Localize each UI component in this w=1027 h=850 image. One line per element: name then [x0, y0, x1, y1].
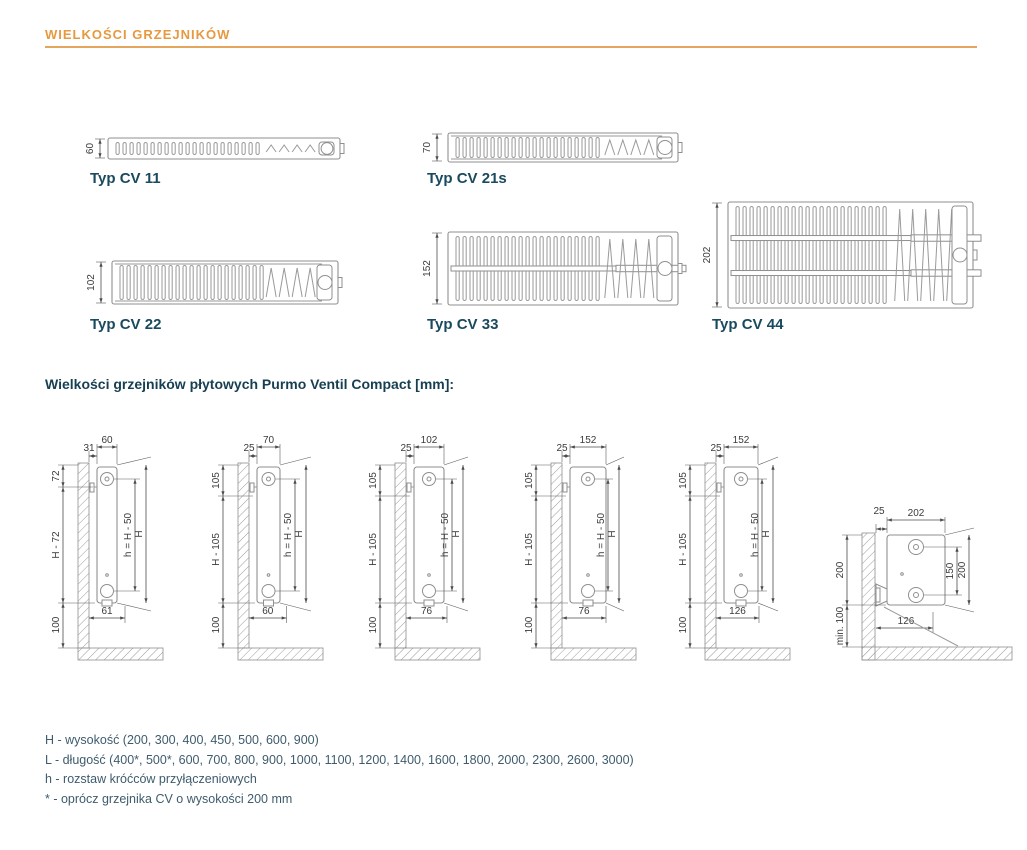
- low-radiator-diagram: [835, 506, 1012, 660]
- type-label-cv22: Typ CV 22: [90, 316, 162, 333]
- dim-label: h = H - 50: [750, 512, 761, 558]
- section-heading: Wielkości grzejników płytowych Purmo Ventil Compact [mm]:: [45, 376, 455, 392]
- dim-label: H - 105: [678, 533, 689, 566]
- dim-label: 102: [86, 274, 97, 291]
- dim-label: H: [761, 530, 772, 538]
- topview-drawing: [85, 138, 344, 159]
- dim-label: 60: [262, 606, 274, 617]
- dim-label: H - 105: [368, 533, 379, 566]
- dim-label: 200: [957, 561, 968, 579]
- dim-label: 105: [524, 472, 535, 489]
- type-label-cv33: Typ CV 33: [427, 316, 499, 333]
- dim-label: 150: [945, 562, 956, 580]
- dim-label: 202: [907, 508, 925, 519]
- dim-label: 126: [897, 616, 915, 627]
- legend-line-length: L - długość (400*, 500*, 600, 700, 800, 900, 1000, 1100, 1200, 1400, 1600, 1800, 2000, 2300, 2600, 3000): [45, 752, 634, 767]
- dim-label: 202: [702, 246, 713, 264]
- dim-label: 100: [211, 616, 222, 634]
- legend-block: [45, 731, 634, 809]
- dim-label: 25: [710, 443, 722, 454]
- dim-label: 100: [524, 616, 535, 634]
- dim-label: 152: [579, 435, 597, 446]
- dim-label: H: [607, 530, 618, 538]
- side-diagram: [211, 435, 323, 660]
- type-label-cv11: Typ CV 11: [90, 170, 161, 187]
- dim-label: min. 100: [835, 606, 846, 646]
- type-label-cv44: Typ CV 44: [712, 316, 784, 333]
- dim-label: 105: [368, 472, 379, 489]
- legend-line-height: H - wysokość (200, 300, 400, 450, 500, 600, 900): [45, 733, 319, 747]
- dim-label: 100: [678, 616, 689, 634]
- dim-label: 25: [243, 443, 255, 454]
- dim-label: h = H - 50: [123, 512, 134, 558]
- dim-label: 25: [556, 443, 568, 454]
- dim-label: 70: [262, 435, 275, 446]
- side-diagram: [524, 435, 636, 660]
- dim-label: 126: [729, 606, 746, 617]
- topview-drawing: [702, 202, 981, 308]
- dim-label: 152: [422, 260, 433, 277]
- dim-label: 31: [83, 443, 95, 454]
- side-diagram: [368, 435, 480, 660]
- topview-drawing: [422, 232, 686, 305]
- dim-label: h = H - 50: [440, 512, 451, 558]
- dim-label: H - 72: [51, 531, 62, 559]
- dim-label: 60: [85, 142, 96, 155]
- dim-label: H - 105: [211, 533, 222, 566]
- dim-label: 61: [101, 606, 113, 617]
- dim-label: 72: [51, 470, 62, 482]
- topview-drawing: [86, 261, 342, 304]
- type-label-cv21s: Typ CV 21s: [427, 170, 507, 187]
- dim-label: h = H - 50: [596, 512, 607, 558]
- dim-label: 105: [678, 472, 689, 489]
- dim-label: 200: [835, 561, 846, 579]
- side-diagram: [678, 435, 790, 660]
- dim-label: 152: [732, 435, 750, 446]
- dim-label: 105: [211, 472, 222, 489]
- dim-label: 25: [400, 443, 412, 454]
- dim-label: 100: [368, 616, 379, 634]
- dim-label: 102: [420, 435, 438, 446]
- dim-label: 76: [420, 606, 433, 617]
- topview-drawing: [422, 133, 682, 162]
- legend-line-exception: * - oprócz grzejnika CV o wysokości 200 mm: [45, 791, 293, 806]
- page-title: WIELKOŚCI GRZEJNIKÓW: [45, 27, 231, 42]
- dim-label: 76: [578, 606, 590, 617]
- dim-label: H: [134, 530, 145, 538]
- dim-label: 25: [873, 506, 885, 517]
- dim-label: H - 105: [524, 533, 535, 566]
- dim-label: H: [294, 530, 305, 538]
- dim-label: h = H - 50: [283, 512, 294, 558]
- legend-line-spacing: h - rozstaw króćców przyłączeniowych: [45, 772, 257, 786]
- dim-label: 60: [101, 435, 113, 446]
- dim-label: H: [451, 530, 462, 538]
- dim-label: 100: [51, 616, 62, 634]
- dim-label: 70: [422, 141, 433, 154]
- side-diagram: [51, 435, 163, 660]
